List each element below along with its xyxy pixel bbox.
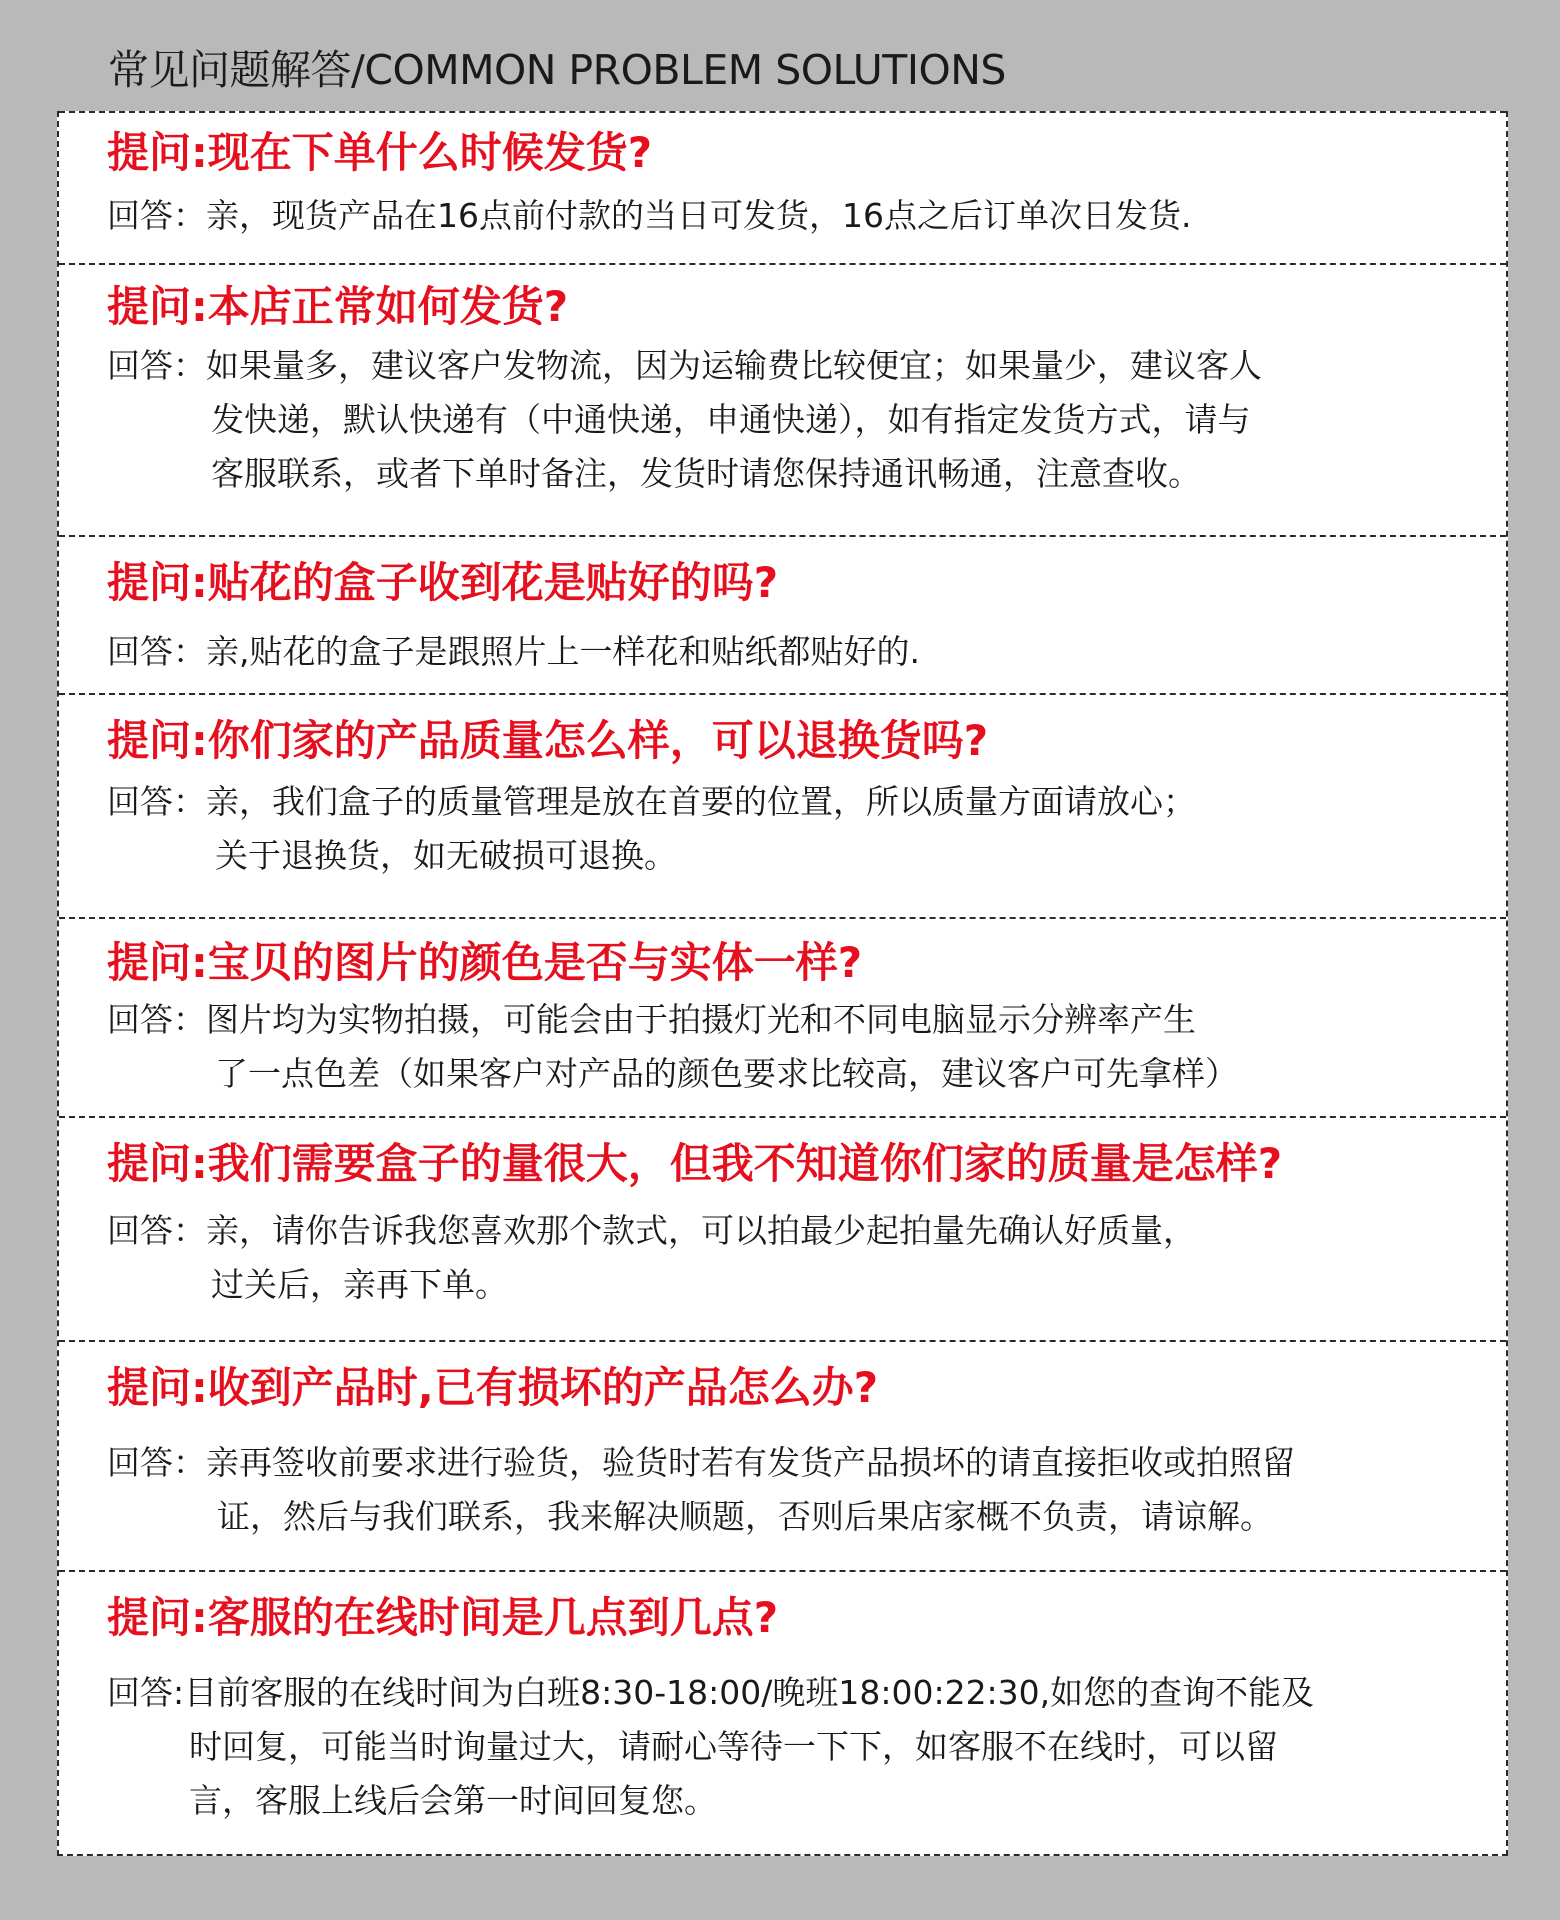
- faq-question: 提问:宝贝的图片的颜色是否与实体一样?: [107, 938, 863, 987]
- faq-answer-line: 回答：如果量多，建议客户发物流，因为运输费比较便宜；如果量少，建议客人: [107, 346, 1262, 385]
- faq-question: 提问:我们需要盒子的量很大，但我不知道你们家的质量是怎样?: [107, 1139, 1283, 1188]
- faq-answer-line: 客服联系，或者下单时备注，发货时请您保持通讯畅通，注意查收。: [211, 454, 1201, 493]
- faq-answer-line: 发快递，默认快递有（中通快递，申通快递），如有指定发货方式，请与: [211, 400, 1251, 439]
- faq-answer-line: 回答：亲，现货产品在16点前付款的当日可发货，16点之后订单次日发货.: [107, 196, 1192, 235]
- faq-item-1: [59, 111, 1506, 263]
- faq-item-4: [59, 693, 1506, 917]
- page-title: 常见问题解答/COMMON PROBLEM SOLUTIONS: [108, 46, 1006, 94]
- faq-answer: [107, 775, 1466, 883]
- faq-answer-line: 回答：亲再签收前要求进行验货，验货时若有发货产品损坏的请直接拒收或拍照留: [107, 1443, 1295, 1482]
- faq-answer-line: 回答：亲,贴花的盒子是跟照片上一样花和贴纸都贴好的.: [107, 632, 920, 671]
- faq-answer-line: 过关后，亲再下单。: [211, 1265, 508, 1304]
- faq-answer-line: 回答：亲，我们盒子的质量管理是放在首要的位置，所以质量方面请放心；: [107, 782, 1196, 821]
- faq-panel: [57, 111, 1508, 1856]
- faq-answer-line: 时回复，可能当时询量过大，请耐心等待一下下，如客服不在线时，可以留: [189, 1727, 1278, 1766]
- faq-question: 提问:你们家的产品质量怎么样，可以退换货吗?: [107, 716, 989, 765]
- faq-answer-line: 回答：图片均为实物拍摄，可能会由于拍摄灯光和不同电脑显示分辨率产生: [107, 1000, 1196, 1039]
- faq-answer: [107, 1204, 1466, 1312]
- faq-item-2: [59, 263, 1506, 535]
- faq-question: 提问:贴花的盒子收到花是贴好的吗?: [107, 558, 779, 607]
- faq-item-3: [59, 535, 1506, 693]
- faq-answer: [107, 339, 1466, 501]
- faq-answer: [107, 1666, 1466, 1828]
- faq-question: 提问:收到产品时,已有损坏的产品怎么办?: [107, 1363, 879, 1412]
- faq-answer-line: 关于退换货，如无破损可退换。: [215, 836, 677, 875]
- faq-question: 提问:本店正常如何发货?: [107, 282, 569, 331]
- faq-answer-line: 证，然后与我们联系，我来解决顺题，否则后果店家概不负责，请谅解。: [217, 1497, 1273, 1536]
- faq-answer-line: 回答:目前客服的在线时间为白班8:30-18:00/晚班18:00:22:30,如您的查询不能及: [107, 1673, 1315, 1712]
- faq-answer-line: 回答：亲，请你告诉我您喜欢那个款式，可以拍最少起拍量先确认好质量，: [107, 1211, 1196, 1250]
- faq-answer-line: 言，客服上线后会第一时间回复您。: [189, 1781, 717, 1820]
- faq-question: 提问:现在下单什么时候发货?: [107, 128, 653, 177]
- faq-answer: [107, 625, 1466, 679]
- faq-answer: [107, 993, 1466, 1101]
- faq-answer: [107, 189, 1466, 243]
- faq-question: 提问:客服的在线时间是几点到几点?: [107, 1593, 779, 1642]
- faq-item-7: [59, 1340, 1506, 1570]
- faq-item-8: [59, 1570, 1506, 1854]
- faq-item-5: [59, 917, 1506, 1116]
- faq-answer-line: 了一点色差（如果客户对产品的颜色要求比较高，建议客户可先拿样）: [215, 1054, 1238, 1093]
- faq-answer: [107, 1436, 1466, 1544]
- faq-item-6: [59, 1116, 1506, 1340]
